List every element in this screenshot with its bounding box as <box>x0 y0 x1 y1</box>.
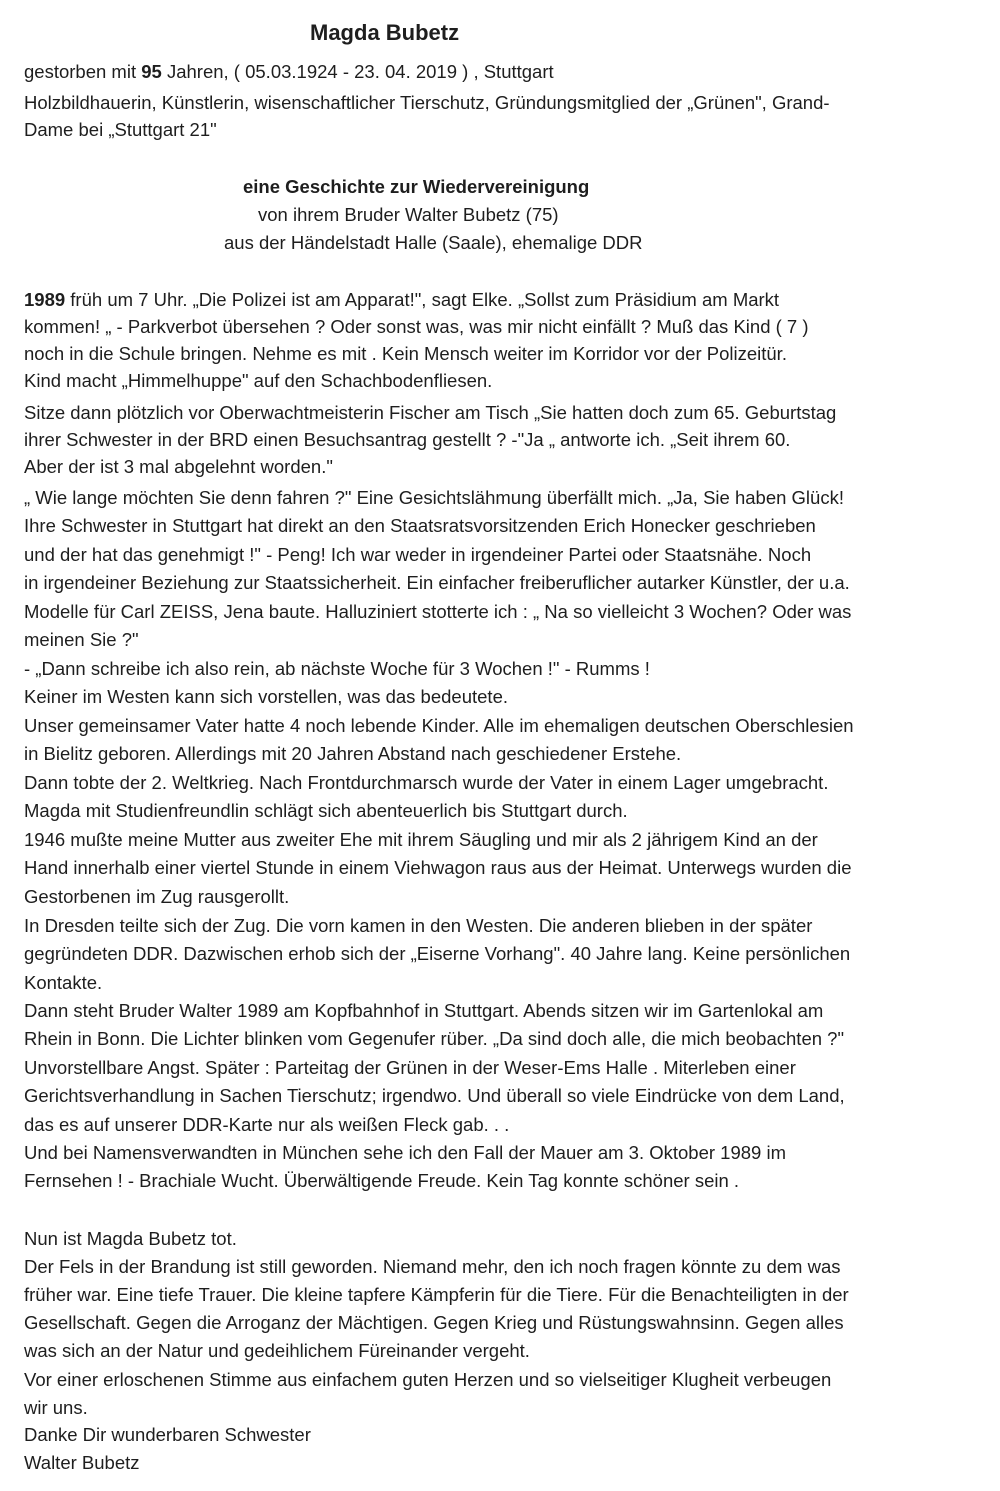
header-profession-line-2: Dame bei „Stuttgart 21" <box>24 119 217 140</box>
closing-line: Der Fels in der Brandung ist still geworden. Niemand mehr, den ich noch fragen könnte zu dem was <box>24 1256 841 1277</box>
story-line: Kind macht „Himmelhuppe" auf den Schachbodenfliesen. <box>24 370 493 391</box>
closing-thanks: Danke Dir wunderbaren Schwester <box>24 1424 311 1445</box>
story-line: in irgendeiner Beziehung zur Staatssicherheit. Ein einfacher freiberuflicher autarker Künstler, der u.a. <box>24 572 850 593</box>
story-line: 1946 mußte meine Mutter aus zweiter Ehe mit ihrem Säugling und mir als 2 jährigem Kind an der <box>24 829 818 850</box>
story-line: Keiner im Westen kann sich vorstellen, was das bedeutete. <box>24 686 508 707</box>
subtitle-author: von ihrem Bruder Walter Bubetz (75) <box>258 204 559 225</box>
story-line: Hand innerhalb einer viertel Stunde in einem Viehwagon raus aus der Heimat. Unterwegs wurden die <box>24 857 852 878</box>
closing-line: Nun ist Magda Bubetz tot. <box>24 1228 237 1249</box>
closing-line: wir uns. <box>24 1397 88 1418</box>
story-line: meinen Sie ?" <box>24 629 139 650</box>
story-line: Aber der ist 3 mal abgelehnt worden." <box>24 456 333 477</box>
story-line: Und bei Namensverwandten in München sehe ich den Fall der Mauer am 3. Oktober 1989 im <box>24 1142 786 1163</box>
story-line: - „Dann schreibe ich also rein, ab nächste Woche für 3 Wochen !" - Rumms ! <box>24 658 650 679</box>
story-line: Gerichtsverhandlung in Sachen Tierschutz; irgendwo. Und überall so viele Eindrücke von dem Land, <box>24 1085 845 1106</box>
header-dates: Jahren, ( 05.03.1924 - 23. 04. 2019 ) , Stuttgart <box>161 61 554 82</box>
closing-line: was sich an der Natur und gedeihlichem Füreinander vergeht. <box>24 1340 530 1361</box>
story-year: 1989 <box>24 289 66 310</box>
story-line: ihrer Schwester in der BRD einen Besuchsantrag gestellt ? -"Ja „ antworte ich. „Seit ihrem 60. <box>24 429 791 450</box>
story-line: kommen! „ - Parkverbot übersehen ? Oder sonst was, was mir nicht einfällt ? Muß das Kind ( 7 ) <box>24 316 809 337</box>
story-line: Modelle für Carl ZEISS, Jena baute. Halluziniert stotterte ich : „ Na so vielleicht 3 Wochen? Oder was <box>24 601 852 622</box>
document-title: Magda Bubetz <box>310 20 460 45</box>
header-profession-line: Holzbildhauerin, Künstlerin, wisenschaftlicher Tierschutz, Gründungsmitglied der „Grünen", Grand- <box>24 92 830 113</box>
header-age: 95 <box>141 61 162 82</box>
subtitle-origin: aus der Händelstadt Halle (Saale), ehemalige DDR <box>224 232 643 253</box>
story-line: „ Wie lange möchten Sie denn fahren ?" Eine Gesichtslähmung überfällt mich. „Ja, Sie haben Glück! <box>24 487 844 508</box>
story-line: und der hat das genehmigt !" - Peng! Ich war weder in irgendeiner Partei oder Staatsnähe. Noch <box>24 544 812 565</box>
story-line: in Bielitz geboren. Allerdings mit 20 Jahren Abstand nach geschiedener Erstehe. <box>24 743 682 764</box>
story-line: gegründeten DDR. Dazwischen erhob sich der „Eiserne Vorhang". 40 Jahre lang. Keine persönlichen <box>24 943 851 964</box>
story-line: Fernsehen ! - Brachiale Wucht. Überwältigende Freude. Kein Tag konnte schöner sein . <box>24 1170 740 1191</box>
story-line: Dann steht Bruder Walter 1989 am Kopfbahnhof in Stuttgart. Abends sitzen wir im Gartenlokal am <box>24 1000 824 1021</box>
story-line: Kontakte. <box>24 972 103 993</box>
subtitle-heading: eine Geschichte zur Wiedervereinigung <box>243 176 590 197</box>
closing-signature: Walter Bubetz <box>24 1452 140 1473</box>
closing-line: Vor einer erloschenen Stimme aus einfachem guten Herzen und so vielseitiger Klugheit verbeugen <box>24 1369 832 1390</box>
closing-line: Gesellschaft. Gegen die Arroganz der Mächtigen. Gegen Krieg und Rüstungswahnsinn. Gegen alles <box>24 1312 844 1333</box>
story-line: noch in die Schule bringen. Nehme es mit . Kein Mensch weiter im Korridor vor der Polizeitür. <box>24 343 787 364</box>
story-line: Ihre Schwester in Stuttgart hat direkt an den Staatsratsvorsitzenden Erich Honecker geschrieben <box>24 515 816 536</box>
closing-line: früher war. Eine tiefe Trauer. Die kleine tapfere Kämpferin für die Tiere. Für die Benachteiligten in der <box>24 1284 849 1305</box>
story-line: Dann tobte der 2. Weltkrieg. Nach Frontdurchmarsch wurde der Vater in einem Lager umgebracht. <box>24 772 829 793</box>
story-line: Sitze dann plötzlich vor Oberwachtmeisterin Fischer am Tisch „Sie hatten doch zum 65. Geburtstag <box>24 402 837 423</box>
story-line: das es auf unserer DDR-Karte nur als weißen Fleck gab. . . <box>24 1114 510 1135</box>
header-dates-line <box>24 58 554 85</box>
story-line: Unser gemeinsamer Vater hatte 4 noch lebende Kinder. Alle im ehemaligen deutschen Oberschlesien <box>24 715 854 736</box>
story-line: Gestorbenen im Zug rausgerollt. <box>24 886 290 907</box>
story-line: Rhein in Bonn. Die Lichter blinken vom Gegenufer rüber. „Da sind doch alle, die mich beobachten ?" <box>24 1028 845 1049</box>
story-first-line <box>24 286 779 313</box>
story-line: Magda mit Studienfreundlin schlägt sich abenteuerlich bis Stuttgart durch. <box>24 800 628 821</box>
story-first-line-text: früh um 7 Uhr. „Die Polizei ist am Apparat!", sagt Elke. „Sollst zum Präsidium am Markt <box>65 289 780 310</box>
header-prefix: gestorben mit <box>24 61 142 82</box>
story-line: Unvorstellbare Angst. Später : Parteitag der Grünen in der Weser-Ems Halle . Miterleben einer <box>24 1057 796 1078</box>
story-line: In Dresden teilte sich der Zug. Die vorn kamen in den Westen. Die anderen blieben in der später <box>24 915 813 936</box>
